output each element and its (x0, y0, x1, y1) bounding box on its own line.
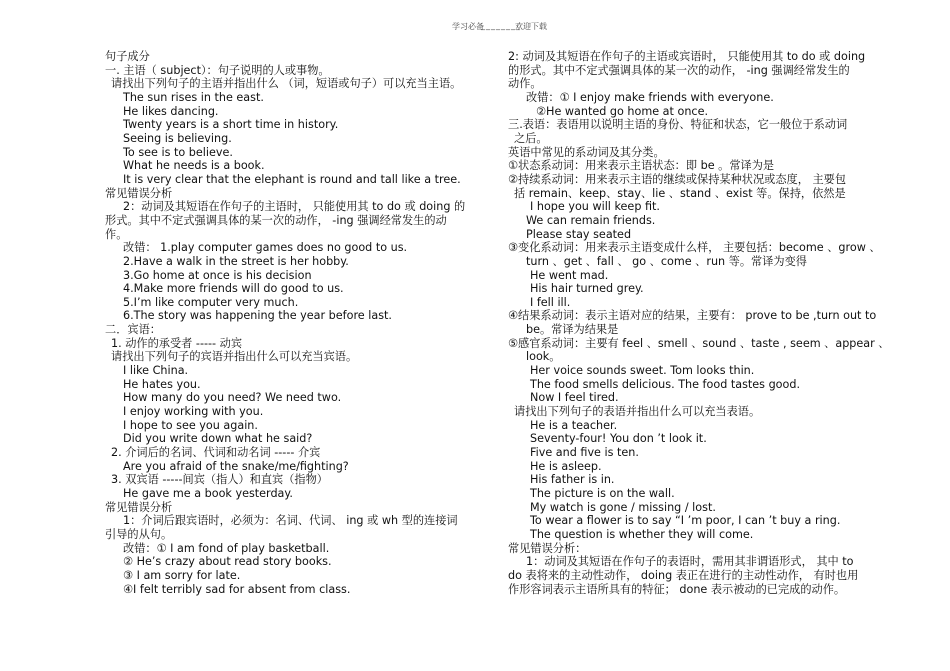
text-line: 3. 双宾语 -----间宾（指人）和直宾（指物） (111, 473, 328, 487)
text-line: 4.Make more friends will do good to us. (123, 282, 344, 296)
text-line: look。 (526, 350, 561, 364)
text-line: Now I feel tired. (530, 391, 619, 405)
text-line: ④结果系动词：表示主语对应的结果，主要有： prove to be ,turn out to (508, 309, 877, 323)
text-line: do 表将来的主动性动作， doing 表正在进行的主动性动作， 有时也用 (508, 568, 859, 582)
text-line: The question is whether they will come. (530, 527, 754, 541)
text-line: We can remain friends. (526, 213, 656, 227)
text-line: How many do you need? We need two. (123, 391, 342, 405)
text-line: 改错： 1.play computer games does no good to us. (123, 241, 408, 255)
text-line: The picture is on the wall. (530, 487, 675, 500)
text-line: 之后。 (514, 131, 548, 145)
text-line: Please stay seated (526, 227, 632, 241)
text-line: 常见错误分析 (105, 186, 173, 200)
text-line: 形式。其中不定式强调具体的某一次的动作， -ing 强调经常发生的动 (105, 213, 447, 227)
text-line: 英语中常见的系动词及其分类。 (508, 145, 665, 159)
text-line: 请找出下列句子的表语并指出什么可以充当表语。 (514, 405, 761, 419)
text-line: turn 、get 、fall 、 go 、come 、run 等。常译为变得 (526, 254, 807, 268)
text-line: 动作。 (508, 77, 542, 91)
header-dash: ________ (481, 21, 521, 30)
text-line: He is asleep. (530, 459, 602, 473)
text-line: Five and five is ten. (530, 446, 639, 460)
text-line: He went mad. (530, 268, 609, 282)
text-line: I hope you will keep fit. (530, 200, 660, 214)
text-line: Seeing is believing. (123, 131, 232, 145)
text-line: 请找出下列句子的主语并指出什么 （词，短语或句子）可以充当主语。 (111, 77, 462, 91)
text-line: The food smells delicious. The food tastes good. (530, 377, 801, 391)
text-line: 1. 动作的承受者 ----- 动宾 (111, 336, 243, 350)
text-line: 二．宾语： (105, 323, 161, 337)
text-line: 1：介词后跟宾语时，必须为：名词、代词、 ing 或 wh 型的连接词 (123, 514, 458, 528)
text-line: 改错：① I enjoy make friends with everyone. (526, 90, 774, 104)
text-line: 2.Have a walk in the street is her hobby. (123, 254, 349, 268)
text-line: He is a teacher. (530, 418, 618, 432)
text-line: I fell ill. (530, 295, 571, 309)
text-line: The sun rises in the east. (123, 90, 264, 104)
text-line: 括 remain、keep、stay、lie 、stand 、exist 等。保持，依然是 (514, 186, 846, 200)
header-left: 学习必备 (452, 22, 484, 31)
text-line: 改错：① I am fond of play basketball. (123, 541, 330, 555)
text-line: ⑤感官系动词：主要有 feel 、smell 、sound 、taste , seem 、appear 、 (508, 336, 890, 350)
text-line: 一. 主语（ subject）：句子说明的人或事物。 (105, 63, 330, 77)
text-line: 三.表语：表语用以说明主语的身份、特征和状态，它一般位于系动词 (508, 118, 848, 132)
text-line: He gave me a book yesterday. (123, 487, 293, 500)
text-line: 作。 (105, 227, 128, 241)
text-line: Her voice sounds sweet. Tom looks thin. (530, 364, 755, 378)
text-line: 2：动词及其短语在作句子的主语时， 只能使用其 to do 或 doing 的 (123, 200, 466, 214)
text-line: To see is to believe. (123, 145, 233, 159)
text-line: 常见错误分析： (508, 541, 587, 555)
text-line: His hair turned grey. (530, 282, 644, 296)
text-line: 2. 介词后的名词、代词和动名词 ----- 介宾 (111, 446, 321, 460)
header-right: 欢迎下载 (515, 22, 547, 31)
text-line: My watch is gone / missing / lost. (530, 500, 716, 514)
text-line: 6.The story was happening the year before last. (123, 309, 392, 323)
text-line: Did you write down what he said? (123, 432, 313, 446)
text-line: What he needs is a book. (123, 159, 265, 173)
text-line: ②持续系动词：用来表示主语的继续或保持某种状况或态度， 主要包 (508, 172, 847, 186)
text-line: 作形容词表示主语所具有的特征； done 表示被动的已完成的动作。 (508, 582, 846, 596)
text-line: Seventy-four! You don ’t look it. (530, 432, 707, 446)
text-line: 请找出下列句子的宾语并指出什么可以充当宾语。 (111, 350, 358, 364)
text-line: be。常译为结果是 (526, 323, 619, 337)
text-line: He likes dancing. (123, 104, 219, 118)
text-line: 句子成分 (105, 50, 150, 63)
text-line: ② He’s crazy about read story books. (123, 555, 332, 569)
text-line: ③变化系动词：用来表示主语变成什么样， 主要包括：become 、grow 、 (508, 241, 881, 255)
text-line: To wear a flower is to say “I ’m poor, I can ’t buy a ring. (530, 514, 841, 528)
text-line: It is very clear that the elephant is round and tall like a tree. (123, 172, 461, 186)
text-line: ③ I am sorry for late. (123, 568, 241, 582)
text-line: Are you afraid of the snake/me/fighting? (123, 459, 349, 473)
text-line: 的形式。其中不定式强调具体的某一次的动作， -ing 强调经常发生的 (508, 63, 850, 77)
right-column (508, 50, 908, 596)
text-line: 5.I’m like computer very much. (123, 295, 299, 309)
text-line: ②He wanted go home at once. (536, 104, 709, 118)
text-line: 1：动词及其短语在作句子的表语时，需用其非谓语形式， 其中 to (526, 555, 854, 569)
text-line: ①状态系动词：用来表示主语状态：即 be 。常译为是 (508, 159, 775, 173)
text-line: ④I felt terribly sad for absent from class. (123, 582, 351, 596)
text-line: Twenty years is a short time in history. (123, 118, 339, 132)
text-line: I like China. (123, 364, 189, 378)
text-line: He hates you. (123, 377, 201, 391)
text-line: I hope to see you again. (123, 418, 258, 432)
text-line: His father is in. (530, 473, 615, 487)
left-column (105, 50, 500, 596)
text-line: 2: 动词及其短语在作句子的主语或宾语时， 只能使用其 to do 或 doing (508, 50, 866, 63)
text-line: 3.Go home at once is his decision (123, 268, 312, 282)
text-line: 引导的从句。 (105, 527, 173, 541)
text-line: 常见错误分析 (105, 500, 173, 514)
text-line: I enjoy working with you. (123, 405, 264, 419)
